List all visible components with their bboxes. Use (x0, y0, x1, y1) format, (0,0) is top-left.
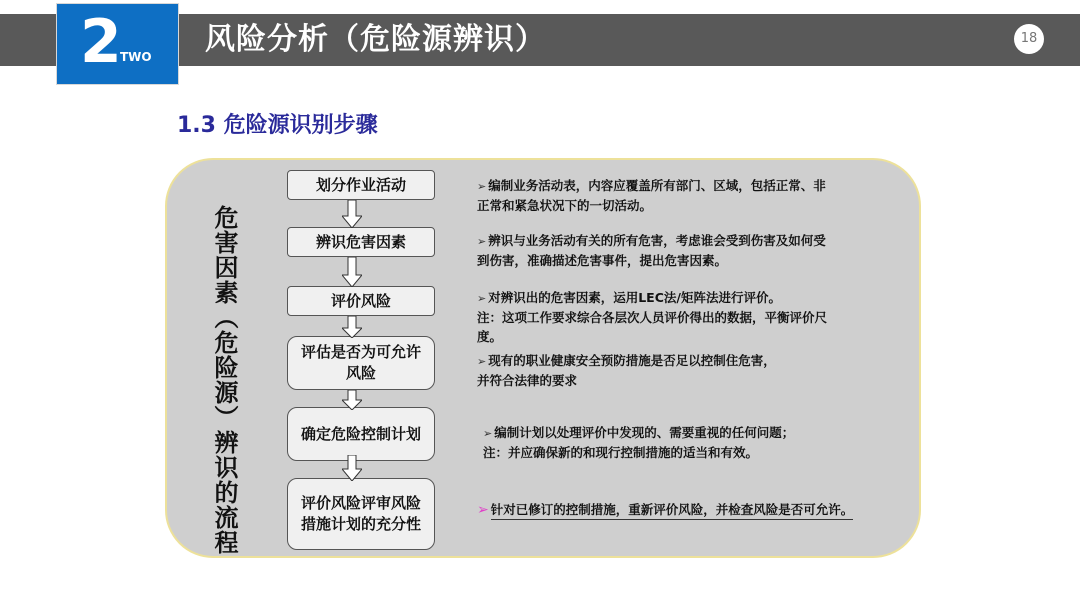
down-arrow-icon (342, 316, 362, 338)
down-arrow-icon (342, 200, 362, 228)
step-description-2: ➢ 辨识与业务活动有关的所有危害，考虑谁会受到伤害及如何受 到伤害，准确描述危害事件，提出危害因素。 (477, 233, 826, 268)
arrowhead-bullet-icon: ➢ (477, 180, 487, 193)
chapter-number: 2 (80, 7, 122, 77)
step-description-3: ➢ 对辨识出的危害因素，运用LEC法/矩阵法进行评价。 注：这项工作要求综合各层次人员评价得出的数据，平衡评价尺 度。 (477, 290, 828, 344)
step-description-5: ➢ 编制计划以处理评价中发现的、需要重视的任何问题； 注：并应确保新的和现行控制措施的适当和有效。 (483, 425, 795, 460)
arrowhead-bullet-icon: ➢ (477, 292, 487, 305)
arrowhead-bullet-icon: ➢ (483, 427, 493, 440)
arrowhead-bullet-icon: ➢ (477, 235, 487, 248)
step-box-2: 辨识危害因素 (287, 227, 435, 257)
step-description-1: ➢ 编制业务活动表，内容应覆盖所有部门、区域，包括正常、非 正常和紧急状况下的一切活动。 (477, 178, 826, 213)
page-title: 风险分析（危险源辨识） (205, 22, 546, 57)
down-arrow-icon (342, 390, 362, 410)
arrowhead-bullet-icon: ➢ (477, 502, 489, 518)
chapter-number-word: TWO (120, 50, 152, 64)
step-description-4: ➢ 现有的职业健康安全预防措施是否足以控制住危害， 并符合法律的要求 (477, 353, 776, 388)
step-box-5: 确定危险控制计划 (287, 407, 435, 461)
step-box-4: 评估是否为可允许风险 (287, 336, 435, 390)
step-box-3: 评价风险 (287, 286, 435, 316)
step-description-6: ➢ 针对已修订的控制措施，重新评价风险，并检查风险是否可允许。 (477, 502, 854, 518)
page-number: 18 (1014, 24, 1044, 54)
step-box-6: 评价风险评审风险措施计划的充分性 (287, 478, 435, 550)
down-arrow-icon (342, 257, 362, 287)
down-arrow-icon (342, 455, 362, 481)
flow-vertical-label: 危害因素（危险源）辨识的流程 (210, 205, 238, 555)
step-box-1: 划分作业活动 (287, 170, 435, 200)
arrowhead-bullet-icon: ➢ (477, 355, 487, 368)
section-title: 1.3 危险源识别步骤 (177, 113, 378, 138)
